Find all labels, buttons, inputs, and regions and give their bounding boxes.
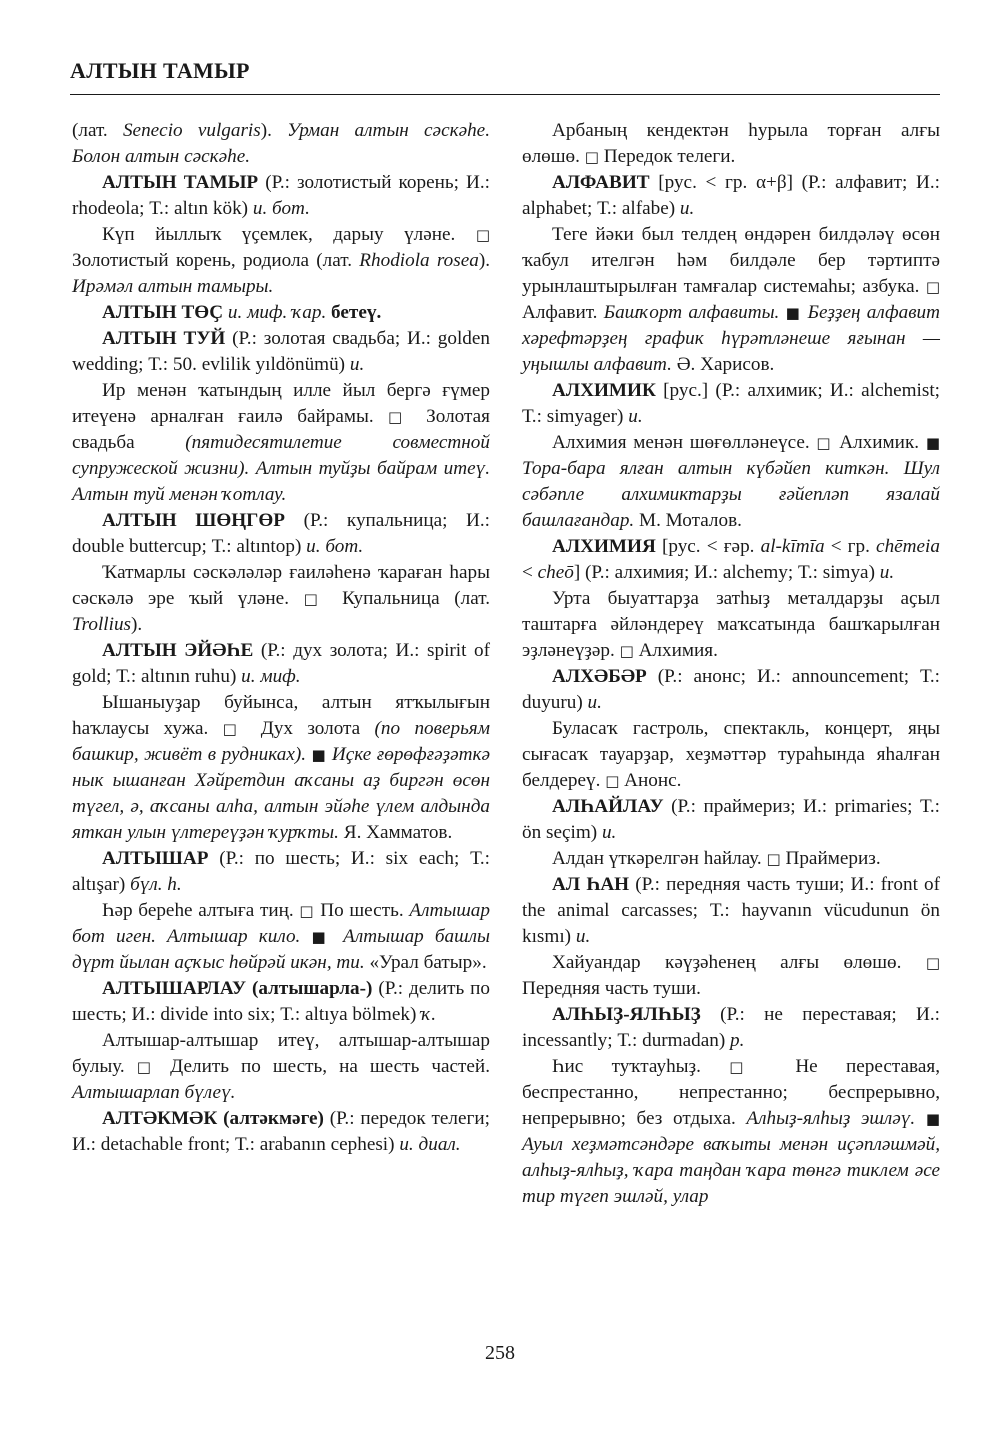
- right-column: [522, 118, 940, 1210]
- entry-altyn-tamyr: АЛТЫН ТАМЫР (Р.: золотистый корень; И.: rhodeola; Т.: altın kök) и. бот.: [72, 172, 490, 219]
- example-square-icon: ■: [311, 928, 333, 946]
- definition: Урта быуаттарҙа затһыҙ металдарҙы аҫыл таштарға әйләндереү маҡсатында башҡарылған эҙләнеүҙәр. □ Алхимия.: [522, 588, 940, 661]
- translation-box-icon: □: [303, 590, 328, 608]
- running-head: АЛТЫН ТАМЫР: [70, 58, 250, 83]
- definition: Алтышар-алтышар итеү, алтышар-алтышар булыу. □ Делить по шесть, на шесть частей. Алтышарлап бүлеү.: [72, 1030, 490, 1103]
- headword: АЛҺЫҘ-ЯЛҺЫҘ: [552, 1004, 701, 1025]
- translation-box-icon: □: [299, 902, 315, 920]
- definition: Ир менән ҡатындың илле йыл бергә ғүмер итеүенә арналған ғаилә байрамы. □ Золотая свадьба (пятидесятилетие совместной супружеской жизни). Алтын туйҙы байрам итеү. Алтын туй менән ҡотлау.: [72, 380, 490, 505]
- page-header: [70, 58, 940, 84]
- definition: Буласаҡ гастроль, спектакль, концерт, яңы сығасаҡ тауарҙар, хеҙмәттәр тураһында яһалған белдереү. □ Анонс.: [522, 718, 940, 791]
- entry-altakmak: АЛТӘКМӘК (алтәкмәге) (Р.: передок телеги; И.: detachable front; Т.: arabanın cephesi) и. диал.: [72, 1108, 490, 1155]
- entry-altyn-shongor: АЛТЫН ШӨҢГӨР (Р.: купальница; И.: double buttercup; Т.: altıntop) и. бот.: [72, 510, 490, 557]
- translation-box-icon: □: [729, 1058, 767, 1076]
- entry-alkhimiya: АЛХИМИЯ [рус. < ғәр. al-kīmīa < гр. chēmeia < cheō] (Р.: алхимия; И.: alchemy; Т.: simya) и.: [522, 536, 940, 583]
- left-column: [72, 118, 490, 1158]
- headword: АЛФАВИТ: [552, 172, 650, 193]
- entry-alhyz-yalhyz: АЛҺЫҘ-ЯЛҺЫҘ (Р.: не переставая; И.: incessantly; Т.: durmadan) р.: [522, 1004, 940, 1051]
- entry-alhaylau: АЛҺАЙЛАУ (Р.: праймериз; И.: primaries; Т.: ön seçim) и.: [522, 796, 940, 843]
- translation-box-icon: □: [816, 434, 833, 452]
- entry-altyn-tos: АЛТЫН ТӨҪ и. миф. ҡар. бетеү.: [102, 302, 382, 323]
- headword: АЛТЫШАР: [102, 848, 209, 869]
- example-square-icon: ■: [311, 746, 327, 764]
- headword: АЛХӘБӘР: [552, 666, 647, 687]
- entry-al-han: АЛ ҺАН (Р.: передняя часть туши; И.: front of the animal carcasses; Т.: hayvanın vücudunun ön kısmı) и.: [522, 874, 940, 947]
- headword: АЛ ҺАН: [552, 874, 630, 895]
- headword: АЛТӘКМӘК (алтәкмәге): [102, 1108, 324, 1129]
- entry-altyshar: АЛТЫШАР (Р.: по шесть; И.: six each; Т.: altışar) бүл. һ.: [72, 848, 490, 895]
- translation-box-icon: □: [222, 720, 247, 738]
- definition: Алдан үткәрелгән һайлау. □ Праймериз.: [552, 848, 881, 869]
- headword: АЛТЫН ТУЙ: [102, 328, 226, 349]
- example-square-icon: ■: [785, 304, 802, 322]
- translation-box-icon: □: [925, 278, 940, 296]
- translation-box-icon: □: [136, 1058, 159, 1076]
- entry-altyn-tuy: АЛТЫН ТУЙ (Р.: золотая свадьба; И.: golden wedding; Т.: 50. evlilik yıldönümü) и.: [72, 328, 490, 375]
- translation-box-icon: □: [584, 148, 599, 166]
- headword: АЛТЫШАРЛАУ (алтышарла-): [102, 978, 373, 999]
- entry-alkhabar: АЛХӘБӘР (Р.: анонс; И.: announcement; Т.: duyuru) и.: [522, 666, 940, 713]
- definition: Арбаның кендектән һурыла торған алғы өлөшө. □ Передок телеги.: [522, 120, 940, 167]
- definition: Хайуандар кәүҙәһенең алғы өлөшө. □ Передняя часть туши.: [522, 952, 940, 999]
- headword: АЛТЫН ТАМЫР: [102, 172, 259, 193]
- definition: Теге йәки был телдең өндәрен билдәләү өсөн ҡабул ителгән һәм билдәле бер тәртиптә урынлаштырылған тамғалар системаһы; азбука. □ Алфавит. Башҡорт алфавиты. ■ Беҙҙең алфавит хәрефтәрҙең график һүрәтләнеше яғынан — уңышлы алфавит. Ә. Харисов.: [522, 224, 940, 375]
- headword: АЛҺАЙЛАУ: [552, 796, 664, 817]
- headword: АЛТЫН ТӨҪ: [102, 302, 224, 323]
- example-square-icon: ■: [925, 1110, 940, 1128]
- entry-alkhimik: АЛХИМИК [рус.] (Р.: алхимик; И.: alchemist; Т.: simyager) и.: [522, 380, 940, 427]
- entry-alfavit: АЛФАВИТ [рус. < гр. α+β] (Р.: алфавит; И.: alphabet; Т.: alfabe) и.: [522, 172, 940, 219]
- definition: Һәр береһе алтыға тиң. □ По шесть. Алтышар бот иген. Алтышар кило. ■ Алтышар башлы дүрт йылан аҫҡыс һөйрәй икән, ти. «Урал батыр».: [72, 900, 490, 973]
- translation-box-icon: □: [605, 772, 620, 790]
- headword: АЛТЫН ШӨҢГӨР: [102, 510, 286, 531]
- translation-box-icon: □: [388, 408, 412, 426]
- example-square-icon: ■: [925, 434, 940, 452]
- definition: Ышаныуҙар буйынса, алтын ятҡылығын һаҡлаусы хужа. □ Дух золота (по поверьям башкир, живёт в рудниках). ■ Иҫке ғөрөфғәҙәткә нык ышанған Хәйретдин аҡсаны аҙ биргән өсөн түгел, ә, аҡсаны алһа, алтын эйәһе үлем алдында яткан улын үлтереүҙән ҡурҡты. Я. Хамматов.: [72, 692, 490, 843]
- definition: Һис туҡтауһыҙ. □ Не переставая, беспрестанно, непрестанно; беспрерывно, непрерывно; без отдыха. Алһыҙ-ялһыҙ эшләү. ■ Ауыл хеҙмәтсәндәре ваҡыты менән иҫәпләшмәй, алһыҙ-ялһыҙ, ҡара таңдан ҡара төнгә тиклем әсе тир түгеп эшләй, улар: [522, 1056, 940, 1207]
- headword: АЛТЫН ЭЙӘҺЕ: [102, 640, 254, 661]
- page-number: 258: [485, 1342, 515, 1364]
- headword: АЛХИМИЯ: [552, 536, 656, 557]
- translation-box-icon: □: [619, 642, 634, 660]
- header-rule: [70, 94, 940, 95]
- translation-box-icon: □: [475, 226, 490, 244]
- definition: Алхимия менән шөғөлләнеүсе. □ Алхимик. ■ Тора-бара ялған алтын күбәйеп киткән. Шул сәбәпле алхимиктарҙы ғәйепләп язалай башлағандар. М. Моталов.: [522, 432, 940, 531]
- headword: АЛХИМИК: [552, 380, 656, 401]
- entry-altysharlau: АЛТЫШАРЛАУ (алтышарла-) (Р.: делить по шесть; И.: divide into six; Т.: altıya bölmek) ҡ.: [72, 978, 490, 1025]
- definition: Күп йыллыҡ үҫемлек, дарыу үләне. □ Золотистый корень, родиола (лат. Rhodiola rosea). Ирәмәл алтын тамыры.: [72, 224, 490, 297]
- definition: Ҡатмарлы сәскәләләр ғаиләһенә ҡараған һары сәскәлә эре ҡый үләне. □ Купальница (лат. Trollius).: [72, 562, 490, 635]
- entry-continuation: (лат. Senecio vulgaris). Урман алтын сәскәһе. Болон алтын сәскәһе.: [72, 120, 490, 167]
- translation-box-icon: □: [766, 850, 781, 868]
- entry-altyn-eyahe: АЛТЫН ЭЙӘҺЕ (Р.: дух золота; И.: spirit of gold; Т.: altının ruhu) и. миф.: [72, 640, 490, 687]
- translation-box-icon: □: [925, 954, 940, 972]
